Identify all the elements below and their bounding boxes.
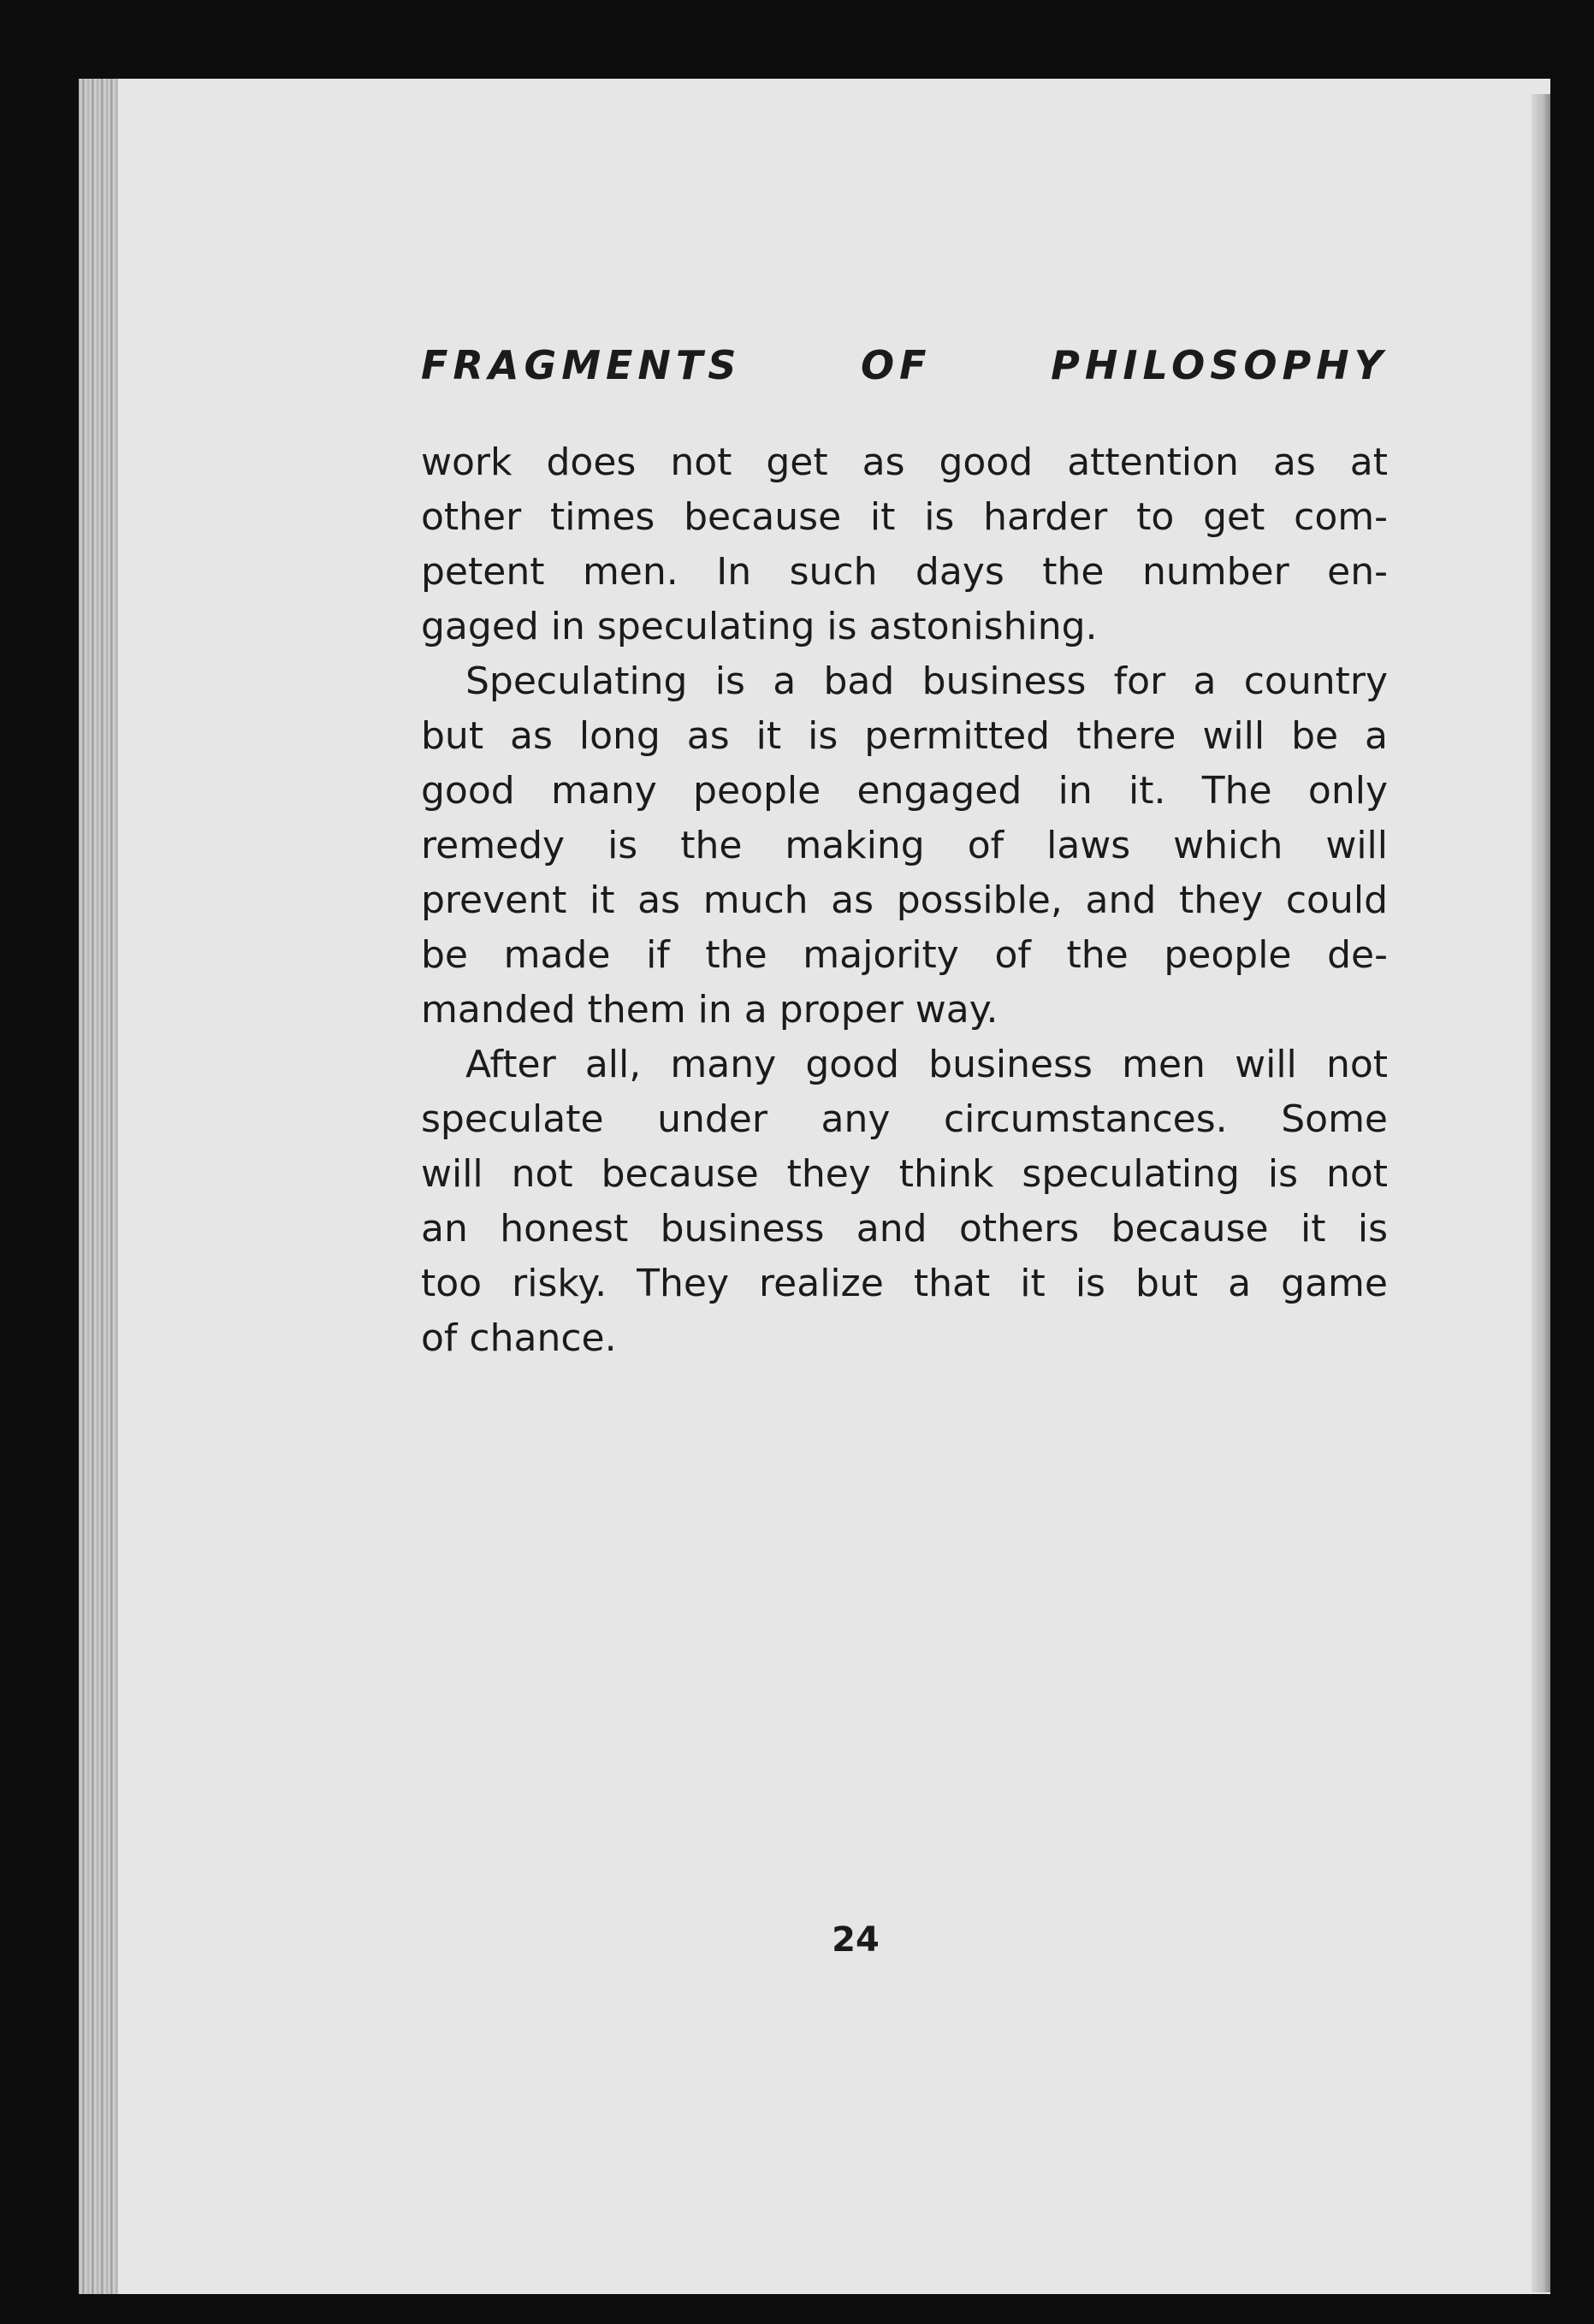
paragraph-1 (421, 435, 1388, 654)
text-line: After all, many good business men will not (465, 1043, 1388, 1086)
text-line: will not because they think speculating is not (421, 1152, 1388, 1196)
text-line: gaged in speculating is astonishing. (421, 605, 1098, 648)
running-head-word: OF (861, 342, 932, 388)
text-line: speculate under any circumstances. Some (421, 1097, 1388, 1141)
page-number: 24 (832, 1920, 880, 1960)
paragraph-2 (421, 654, 1388, 1038)
page-fore-edge (1532, 94, 1550, 2292)
text-line: Speculating is a bad business for a country (465, 659, 1388, 703)
paragraph-3 (421, 1038, 1388, 1366)
text-line: too risky. They realize that it is but a game (421, 1262, 1388, 1305)
text-line: good many people engaged in it. The only (421, 769, 1388, 813)
text-line: remedy is the making of laws which will (421, 824, 1388, 867)
page-binding-edge (79, 79, 118, 2294)
text-line: manded them in a proper way. (421, 988, 998, 1032)
text-line: be made if the majority of the people de- (421, 933, 1388, 977)
text-line: of chance. (421, 1316, 617, 1360)
text-line: other times because it is harder to get com- (421, 495, 1388, 539)
running-head-word: PHILOSOPHY (1051, 342, 1388, 388)
text-line: prevent it as much as possible, and they could (421, 878, 1388, 922)
text-line: petent men. In such days the number en- (421, 550, 1388, 594)
text-line: work does not get as good attention as at (421, 441, 1388, 484)
text-line: but as long as it is permitted there will be a (421, 714, 1388, 758)
text-line: an honest business and others because it is (421, 1207, 1388, 1251)
page-text-block (421, 338, 1388, 1366)
running-head (421, 338, 1388, 393)
running-head-word: FRAGMENTS (421, 342, 742, 388)
